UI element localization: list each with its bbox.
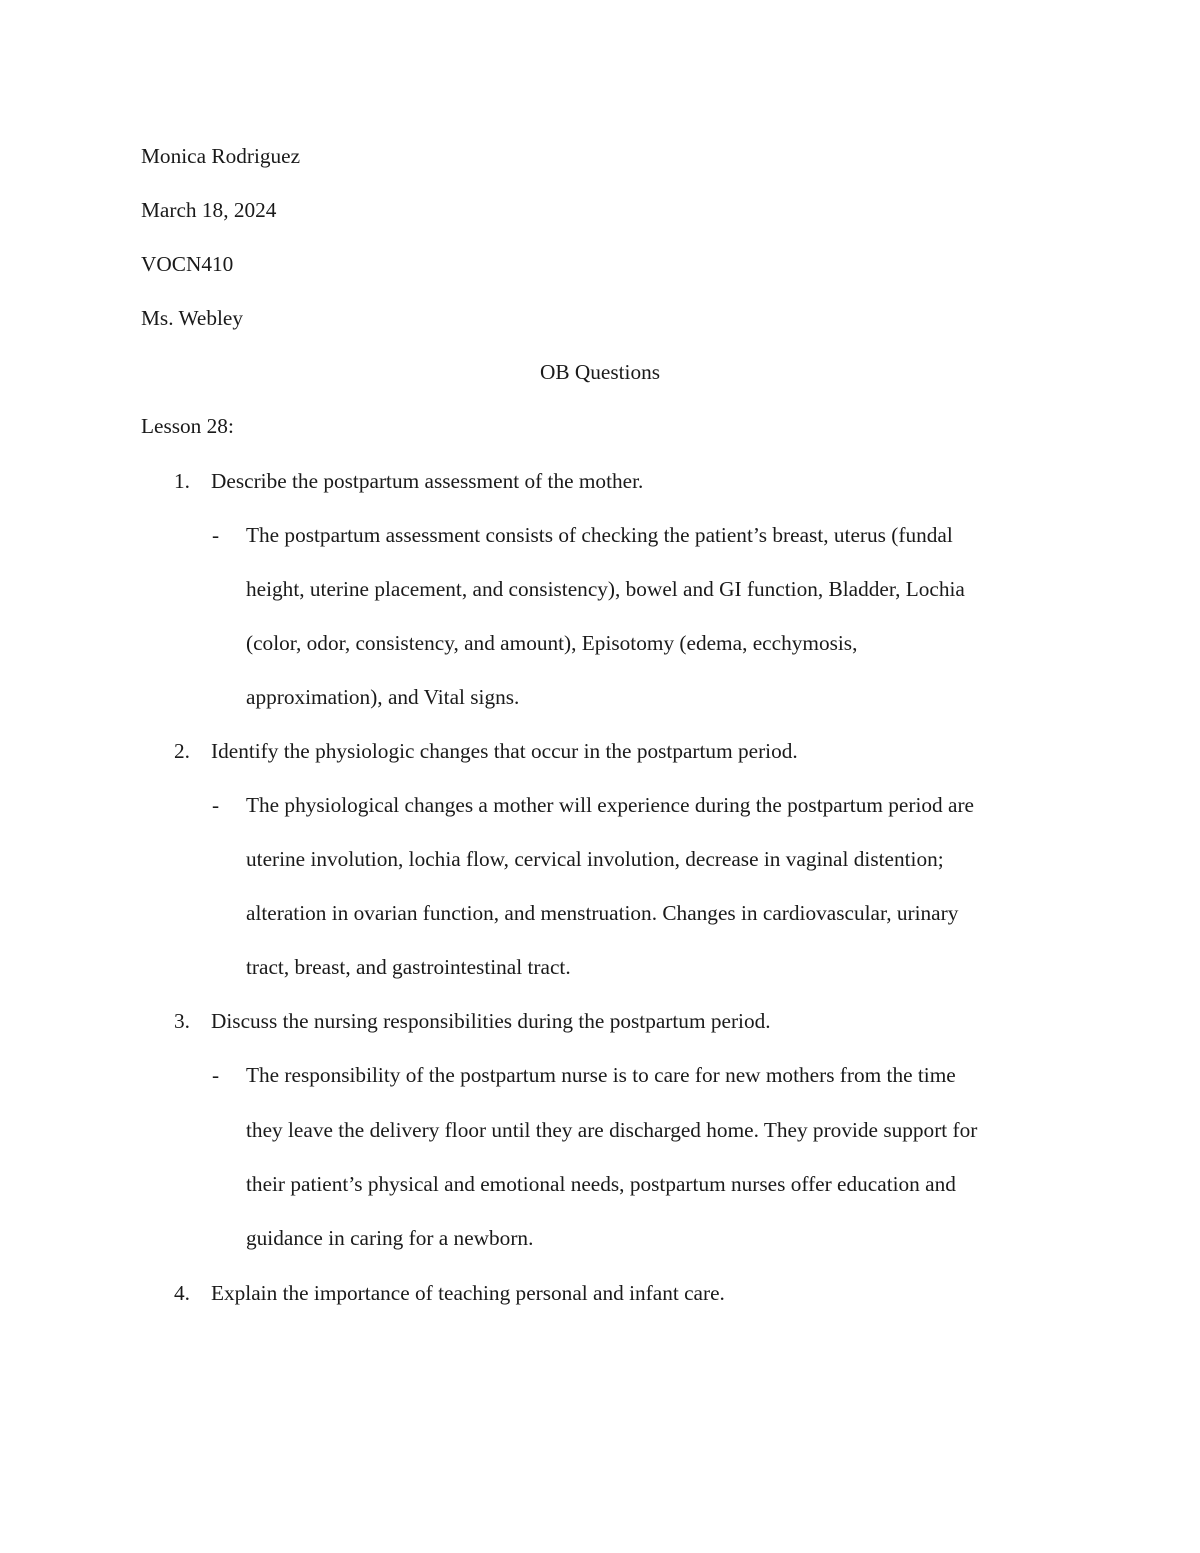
question-number: 4. <box>174 1281 190 1305</box>
author-name: Monica Rodriguez <box>141 144 301 168</box>
question-number: 1. <box>174 469 190 493</box>
instructor-name: Ms. Webley <box>141 306 244 330</box>
document-date: March 18, 2024 <box>141 198 277 222</box>
question-text: Discuss the nursing responsibilities during the postpartum period. <box>211 1009 771 1033</box>
answer-line: their patient’s physical and emotional needs, postpartum nurses offer education and <box>246 1172 956 1196</box>
answer-bullet: - <box>212 793 220 817</box>
document-title: OB Questions <box>539 360 661 384</box>
answer-line: The responsibility of the postpartum nurse is to care for new mothers from the time <box>246 1063 956 1087</box>
answer-line: uterine involution, lochia flow, cervical involution, decrease in vaginal distention; <box>246 847 944 871</box>
question-text: Explain the importance of teaching personal and infant care. <box>211 1281 725 1305</box>
answer-line: they leave the delivery floor until they are discharged home. They provide support for <box>246 1118 978 1142</box>
answer-line: tract, breast, and gastrointestinal tract. <box>246 955 571 979</box>
question-number: 3. <box>174 1009 190 1033</box>
question-number: 2. <box>174 739 190 763</box>
answer-bullet: - <box>212 523 220 547</box>
answer-line: height, uterine placement, and consistency), bowel and GI function, Bladder, Lochia <box>246 577 965 601</box>
answer-line: (color, odor, consistency, and amount), Episotomy (edema, ecchymosis, <box>246 631 858 655</box>
lesson-heading: Lesson 28: <box>141 414 234 438</box>
answer-line: alteration in ovarian function, and menstruation. Changes in cardiovascular, urinary <box>246 901 959 925</box>
answer-line: approximation), and Vital signs. <box>246 685 520 709</box>
course-code: VOCN410 <box>141 252 234 276</box>
question-text: Identify the physiologic changes that occur in the postpartum period. <box>211 739 798 763</box>
answer-line: The physiological changes a mother will experience during the postpartum period are <box>246 793 974 817</box>
answer-line: The postpartum assessment consists of checking the patient’s breast, uterus (fundal <box>246 523 953 547</box>
question-text: Describe the postpartum assessment of the mother. <box>211 469 644 493</box>
answer-line: guidance in caring for a newborn. <box>246 1226 534 1250</box>
answer-bullet: - <box>212 1063 220 1087</box>
